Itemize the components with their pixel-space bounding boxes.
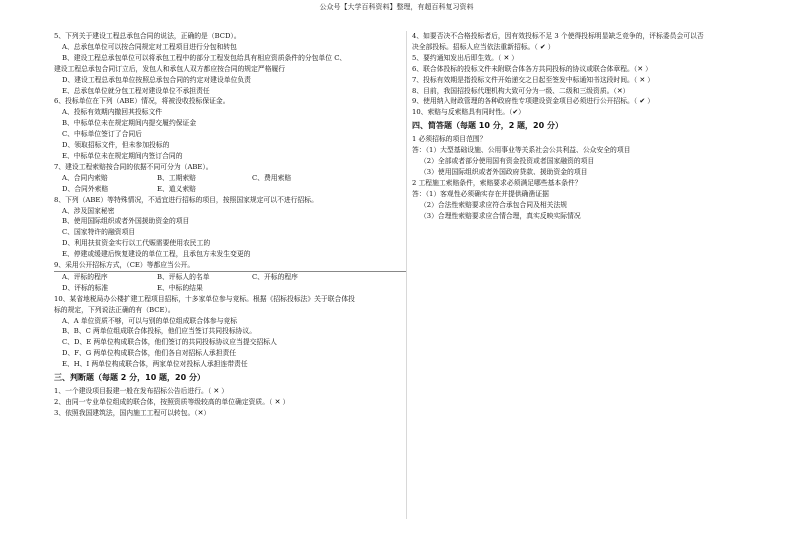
question-9-option-d: D、评标的标准 — [62, 283, 109, 292]
short-answer-2-point-2: （2）合法性索赔要求应符合承包合同及相关法规 — [420, 200, 568, 209]
question-8-option-e: E、停建或缓建后恢复建设的单位工程，且承包方未发生变更的 — [62, 250, 251, 259]
section-3-title: 三、判断题（每题 2 分，10 题，20 分） — [54, 373, 205, 383]
question-10-stem-cont: 标的规定，下列说法正确的有（BCE）。 — [54, 305, 175, 314]
question-6-option-a: A、投标有效期内撤回其投标文件 — [62, 108, 163, 117]
question-10-option-d: D、F、G 两单位构成联合体，他们各自对招标人承担责任 — [62, 349, 237, 358]
question-8-stem: 8、下列（ABE）等特殊情况，不适宜进行招标的项目，按照国家规定可以不进行招标。 — [54, 195, 318, 204]
question-7-options-row-2 — [54, 184, 406, 195]
column-divider — [406, 31, 407, 519]
question-8-option-b: B、使用国际组织或者外国援助资金的项目 — [62, 217, 190, 226]
short-answer-1-point-1: 答：（1）大型基础设施、公用事业等关系社会公共利益、公众安全的项目 — [412, 146, 631, 155]
question-9-option-b: B、评标人的名单 — [157, 272, 210, 281]
judge-item-2: 2、由同一专业单位组成的联合体，按照资质等级较高的单位确定资质。（ ✕ ） — [54, 398, 290, 406]
judge-item-1: 1、一个建设项目报建一般在发布招标公告后进行。（ ✕ ） — [54, 387, 229, 396]
judge-item-4: 4、如要否决不合格投标者后，因有效投标不足 3 个使得投标明显缺乏竞争的，评标委员会可以否 — [412, 32, 704, 40]
left-column — [54, 31, 406, 419]
question-10-stem: 10、某省地税局办公楼扩建工程项目招标，十多家单位参与竞标。根据《招标投标法》关于联合体投 — [54, 294, 355, 303]
question-7-option-b: B、工期索赔 — [157, 173, 196, 182]
question-7-options-row-1 — [54, 173, 406, 184]
judge-item-8: 8、目前，我国招投标代理机构大致可分为一级、二级和三级资质。（✕） — [412, 86, 630, 95]
judge-item-10: 10、索赔与反索赔具有同时性。（✔） — [412, 108, 525, 117]
section-4-title: 四、简答题（每题 10 分，2 题，20 分） — [412, 121, 563, 131]
question-8-option-c: C、国家特许的融资项目 — [62, 228, 136, 237]
question-9-options-row-1 — [54, 272, 406, 283]
question-5-option-e: E、总承包单位就分包工程对建设单位不承担责任 — [62, 86, 210, 95]
question-8-option-d: D、利用扶贫资金实行以工代赈需要使用农民工的 — [62, 239, 211, 248]
question-7-option-a: A、合同内索赔 — [62, 173, 108, 182]
question-7-option-c: C、费用索赔 — [252, 173, 292, 182]
question-6-stem: 6、投标单位在下列（ABE）情况，将被没收投标保证金。 — [54, 97, 230, 106]
question-10-option-b: B、B、C 两单位组成联合体投标，他们应当签订共同投标协议。 — [62, 327, 257, 336]
question-9-option-e: E、中标的结果 — [157, 283, 203, 292]
right-column — [412, 31, 752, 222]
judge-item-9: 9、使用纳入财政管理的各种政府性专项建设资金项目必须进行公开招标。（ ✔ ） — [412, 97, 655, 106]
question-7-option-e: E、道义索赔 — [157, 184, 196, 193]
judge-item-4-cont: 决全部投标。招标人应当依法重新招标。（ ✔ ） — [412, 42, 555, 51]
short-answer-2-point-1: 答：（1）客观性必须确实存在并提供确凿证据 — [412, 189, 549, 198]
page-header: 公众号【大学百科资料】整理，有超百科复习资料 — [319, 3, 474, 11]
short-answer-1-question: 1 必须招标的项目范围？ — [412, 135, 487, 144]
question-8-option-a: A、涉及国家秘密 — [62, 206, 115, 215]
judge-item-5: 5、要约通知发出后即生效。（ ✕ ） — [412, 53, 519, 62]
judge-item-6: 6、联合体投标的投标文件未附联合体各方共同投标的协议或联合体章程。（✕ ） — [412, 64, 652, 73]
question-9-option-c: C、开标的程序 — [252, 272, 298, 281]
judge-item-7: 7、投标有效期是指投标文件开始递交之日起至签发中标通知书这段时间。（ ✕ ） — [412, 75, 655, 84]
short-answer-2-point-3: （3）合理性索赔要求应合情合理，真实反映实际情况 — [420, 211, 581, 220]
question-6-option-b: B、中标单位未在规定期间内提交履约保证金 — [62, 119, 197, 128]
question-5-option-b: B、建设工程总承包单位可以将承包工程中的部分工程发包给具有相应资质条件的分包单位 C、 — [62, 53, 347, 62]
question-5-stem: 5、下列关于建设工程总承包合同的说法，正确的是（BCD）。 — [54, 32, 241, 40]
question-6-option-e: E、中标单位未在规定期间内签订合同的 — [62, 151, 183, 160]
question-5-option-a: A、总承包单位可以按合同规定对工程项目进行分包和转包 — [62, 42, 237, 51]
question-9-stem: 9、采用公开招标方式，（CE）等都应当公开。 — [54, 261, 195, 270]
short-answer-1-point-3: （3）使用国际组织或者外国政府贷款、援助资金的项目 — [420, 167, 588, 176]
question-6-option-c: C、中标单位签订了合同后 — [62, 130, 142, 139]
question-5-option-c: 建设工程总承包合同订立后，发包人和承包人双方都应按合同的规定严格履行 — [54, 64, 286, 73]
question-9-option-a: A、评标的程序 — [62, 272, 108, 281]
question-10-option-e: E、H、I 两单位构成联合体，两家单位对投标人承担连带责任 — [62, 360, 248, 369]
question-7-stem: 7、建设工程索赔按合同的依据不同可分为（ABE）。 — [54, 162, 213, 171]
question-10-option-a: A、A 单位资质不够，可以与别的单位组成联合体参与竞标 — [62, 316, 238, 325]
question-10-option-c: C、D、E 两单位构成联合体，他们签订的共同投标协议应当提交招标人 — [62, 338, 277, 347]
question-9-options-row-2 — [54, 283, 406, 294]
judge-item-3: 3、依照我国建筑法，国内施工工程可以转包。（✕） — [54, 408, 211, 417]
short-answer-1-point-2: （2）全部或者部分使用国有资金投资或者国家融资的项目 — [420, 157, 595, 166]
short-answer-2-question: 2 工程施工索赔条件，索赔要求必须满足哪些基本条件？ — [412, 178, 582, 187]
question-5-option-d: D、建设工程总承包单位按照总承包合同的约定对建设单位负责 — [62, 75, 251, 84]
question-7-option-d: D、合同外索赔 — [62, 184, 109, 193]
question-6-option-d: D、领取招标文件，但未参加投标的 — [62, 141, 170, 150]
